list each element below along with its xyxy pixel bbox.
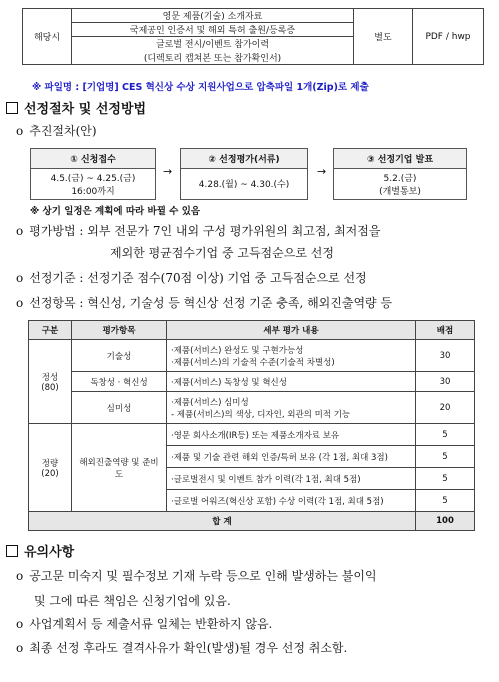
procedure-label: ο 추진절차(안) bbox=[16, 124, 97, 138]
criteria-score: 30 bbox=[416, 340, 475, 372]
table-header: 평가항목 bbox=[72, 321, 167, 340]
evaluation-method-cont: 제외한 평균점수기업 중 고득점순으로 선정 bbox=[110, 246, 334, 260]
evaluation-table bbox=[28, 320, 475, 531]
doc-item: 국제공인 인증서 및 해외 특허 출원/등록증 bbox=[72, 23, 354, 37]
schedule-note: ※ 상기 일정은 계획에 따라 바뀔 수 있음 bbox=[30, 206, 201, 217]
caution-item-cont: 및 그에 따른 책임은 신청기업에 있음. bbox=[34, 594, 231, 608]
criteria-detail: ·영문 회사소개(IR등) 또는 제품소개자료 보유 bbox=[167, 424, 416, 446]
section-heading: 유의사항 bbox=[6, 541, 74, 560]
total-label: 합 계 bbox=[29, 512, 416, 531]
filename-notice: ※ 파일명 : [기업명] CES 혁신상 수상 지원사업으로 압축파일 1개(Zip)로 제출 bbox=[32, 82, 369, 93]
group-label: 정성 (80) bbox=[29, 340, 72, 424]
flow-step-date: 4.5.(금) ~ 4.25.(금) bbox=[50, 174, 136, 184]
criteria-score: 30 bbox=[416, 372, 475, 392]
criteria-name: 심미성 bbox=[72, 392, 167, 424]
criteria-score: 5 bbox=[416, 446, 475, 468]
criteria-score: 5 bbox=[416, 424, 475, 446]
file-format-cell: PDF / hwp bbox=[413, 9, 484, 65]
criteria-detail: ·제품(서비스) 심미성 - 제품(서비스)의 색상, 디자인, 외관의 미적 기능 bbox=[167, 392, 416, 424]
criteria-detail: ·제품 및 기술 관련 해외 인증/특허 보유 (각 1점, 최대 3점) bbox=[167, 446, 416, 468]
flow-step-title: ② 선정평가(서류) bbox=[181, 149, 307, 169]
flow-step-note: (개별통보) bbox=[379, 187, 421, 197]
criteria-name: 기술성 bbox=[72, 340, 167, 372]
group-label: 정량 (20) bbox=[29, 424, 72, 512]
table-header: 세부 평가 내용 bbox=[167, 321, 416, 340]
flow-step-3 bbox=[333, 148, 467, 200]
evaluation-method: ο 평가방법 : 외부 전문가 7인 내외 구성 평가위원의 최고점, 최저점을 bbox=[16, 224, 381, 238]
doc-item: 글로벌 전시/이벤트 참가이력 bbox=[72, 37, 354, 51]
criteria-score: 5 bbox=[416, 468, 475, 490]
table-row bbox=[29, 392, 475, 424]
table-row bbox=[29, 340, 475, 372]
criteria-score: 5 bbox=[416, 490, 475, 512]
arrow-icon: → bbox=[317, 165, 327, 178]
caution-item: ο 사업계획서 등 제출서류 일체는 반환하지 않음. bbox=[16, 617, 273, 631]
table-header: 배점 bbox=[416, 321, 475, 340]
flow-step-date: 4.28.(월) ~ 4.30.(수) bbox=[198, 180, 290, 190]
criteria-name: 독창성 · 혁신성 bbox=[72, 372, 167, 392]
flow-step-title: ③ 선정기업 발표 bbox=[334, 149, 466, 169]
doc-item: 영문 제품(기술) 소개자료 bbox=[72, 9, 354, 23]
flow-step-1 bbox=[30, 148, 156, 200]
square-bullet-icon bbox=[6, 102, 18, 114]
table-row bbox=[29, 424, 475, 446]
criteria-detail: ·제품(서비스) 독창성 및 혁신성 bbox=[167, 372, 416, 392]
document-list-table bbox=[22, 8, 484, 65]
criteria-name: 해외진출역량 및 준비도 bbox=[72, 424, 167, 512]
selection-items: ο 선정항목 : 혁신성, 기술성 등 혁신상 선정 기준 충족, 해외진출역량 등 bbox=[16, 296, 393, 310]
criteria-score: 20 bbox=[416, 392, 475, 424]
flow-step-title: ① 신청접수 bbox=[31, 149, 155, 169]
arrow-icon: → bbox=[163, 165, 173, 178]
flow-step-note: 16:00까지 bbox=[71, 187, 115, 197]
flow-step-2 bbox=[180, 148, 308, 200]
table-header: 구분 bbox=[29, 321, 72, 340]
doc-item: (디렉토리 캡쳐본 또는 참가확인서) bbox=[72, 51, 354, 65]
square-bullet-icon bbox=[6, 545, 18, 557]
total-row bbox=[29, 512, 475, 531]
selection-criteria: ο 선정기준 : 선정기준 점수(70점 이상) 기업 중 고득점순으로 선정 bbox=[16, 271, 367, 285]
caution-item: ο 공고문 미숙지 및 필수정보 기재 누락 등으로 인해 발생하는 불이익 bbox=[16, 569, 377, 583]
flow-step-date: 5.2.(금) bbox=[383, 174, 417, 184]
caution-item: ο 최종 선정 후라도 결격사유가 확인(발생)될 경우 선정 취소함. bbox=[16, 641, 348, 655]
criteria-detail: ·제품(서비스) 완성도 및 구현가능성 ·제품(서비스)의 기술적 수준(기술적 차별성) bbox=[167, 340, 416, 372]
section-heading: 선정절차 및 선정방법 bbox=[6, 98, 146, 117]
condition-cell: 해당시 bbox=[23, 9, 72, 65]
submit-type-cell: 별도 bbox=[354, 9, 413, 65]
criteria-detail: ·글로벌 어워즈(혁신상 포함) 수상 이력(각 1점, 최대 5점) bbox=[167, 490, 416, 512]
criteria-detail: ·글로벌전시 및 이벤트 참가 이력(각 1점, 최대 5점) bbox=[167, 468, 416, 490]
total-score: 100 bbox=[416, 512, 475, 531]
table-row bbox=[29, 372, 475, 392]
